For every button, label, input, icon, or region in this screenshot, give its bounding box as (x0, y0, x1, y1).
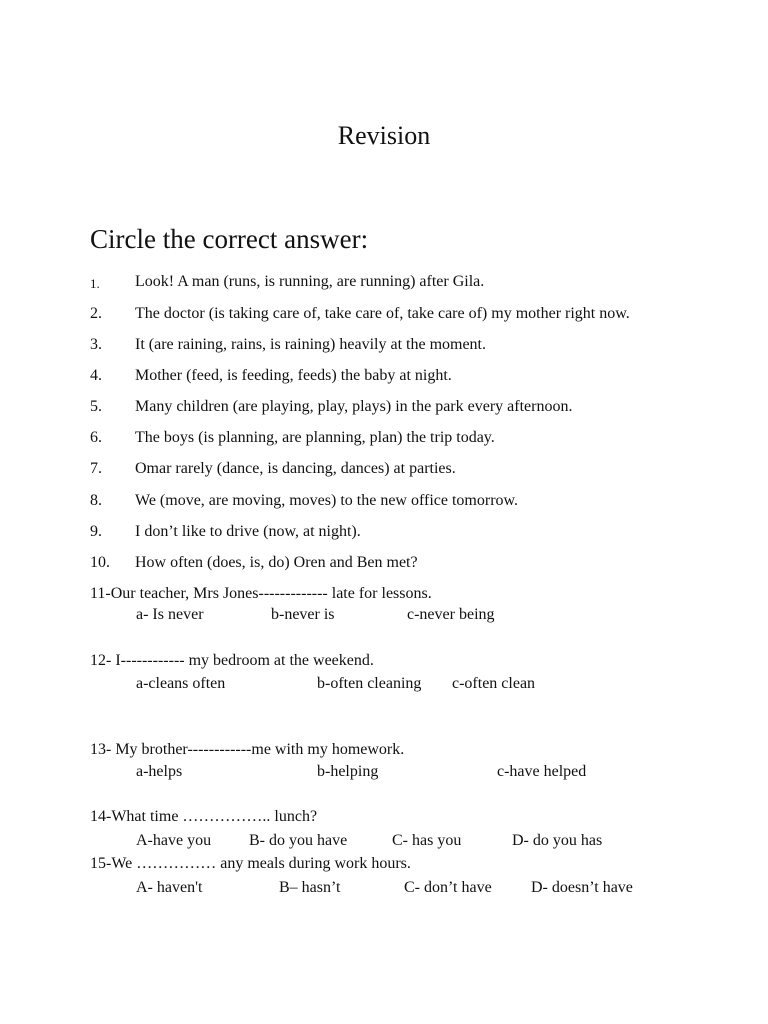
question-number: 5. (90, 398, 102, 415)
question-number: 7. (90, 460, 102, 477)
question-8 (0, 492, 768, 512)
question-13-option-c: c-have helped (497, 763, 587, 780)
question-text: Look! A man (runs, is running, are running) after Gila. (135, 273, 485, 290)
question-11-option-b: b-never is (271, 606, 335, 623)
question-2 (0, 305, 768, 325)
question-1 (0, 273, 768, 293)
question-number: 8. (90, 492, 102, 509)
question-15-stem: 15-We …………… any meals during work hours. (90, 855, 411, 872)
question-text: It (are raining, rains, is raining) heavily at the moment. (135, 336, 486, 353)
question-14-option-c: C- has you (392, 832, 462, 849)
question-number: 4. (90, 367, 102, 384)
question-7 (0, 460, 768, 480)
question-number: 6. (90, 429, 102, 446)
question-13-option-b: b-helping (317, 763, 379, 780)
question-14-option-a: A-have you (136, 832, 212, 849)
question-6 (0, 429, 768, 449)
question-text: The boys (is planning, are planning, plan) the trip today. (135, 429, 495, 446)
question-15-option-a: A- haven't (136, 879, 203, 896)
question-11-stem: 11-Our teacher, Mrs Jones------------- late for lessons. (90, 585, 432, 602)
question-text: Mother (feed, is feeding, feeds) the baby at night. (135, 367, 452, 384)
question-10 (0, 554, 768, 574)
question-number: 1. (90, 276, 100, 291)
question-15-option-d: D- doesn’t have (531, 879, 633, 896)
question-12-stem: 12- I------------ my bedroom at the weekend. (90, 652, 374, 669)
question-text: How often (does, is, do) Oren and Ben met? (135, 554, 418, 571)
question-12-option-b: b-often cleaning (317, 675, 422, 692)
page-title: Revision (337, 121, 431, 150)
question-14-option-d: D- do you has (512, 832, 603, 849)
question-4 (0, 367, 768, 387)
question-text: The doctor (is taking care of, take care of, take care of) my mother right now. (135, 305, 630, 322)
question-15-option-c: C- don’t have (404, 879, 492, 896)
question-11-option-c: c-never being (407, 606, 495, 623)
question-text: We (move, are moving, moves) to the new office tomorrow. (135, 492, 519, 509)
question-number: 3. (90, 336, 102, 353)
question-12-option-c: c-often clean (452, 675, 536, 692)
question-14-stem: 14-What time …………….. lunch? (90, 808, 318, 825)
question-13-option-a: a-helps (136, 763, 183, 780)
question-9 (0, 523, 768, 543)
question-number: 10. (90, 554, 110, 571)
question-3 (0, 336, 768, 356)
question-13-stem: 13- My brother------------me with my homework. (90, 741, 405, 758)
question-11-option-a: a- Is never (136, 606, 204, 623)
question-12-option-a: a-cleans often (136, 675, 226, 692)
question-15-option-b: B– hasn’t (279, 879, 341, 896)
question-number: 9. (90, 523, 102, 540)
question-14-option-b: B- do you have (249, 832, 348, 849)
question-5 (0, 398, 768, 418)
instructions-heading: Circle the correct answer: (90, 224, 369, 254)
question-text: Omar rarely (dance, is dancing, dances) at parties. (135, 460, 456, 477)
question-number: 2. (90, 305, 102, 322)
question-text: I don’t like to drive (now, at night). (135, 523, 361, 540)
question-text: Many children (are playing, play, plays) in the park every afternoon. (135, 398, 573, 415)
